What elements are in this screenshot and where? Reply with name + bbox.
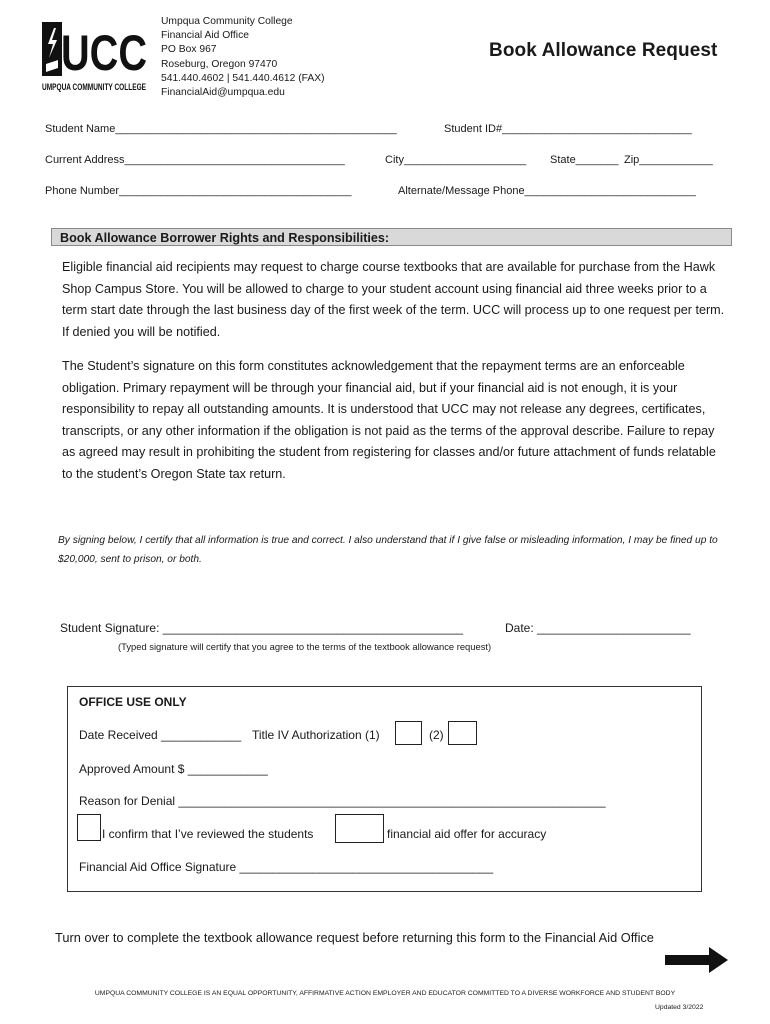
contact-block [161, 15, 325, 100]
phone-number-field[interactable]: Phone Number______________________________________ [45, 185, 352, 197]
reason-for-denial-field[interactable]: Reason for Denial ________________________________________________________________ [79, 794, 606, 808]
contact-office: Financial Aid Office [161, 30, 249, 42]
section-header: Book Allowance Borrower Rights and Responsibilities: [51, 228, 732, 246]
approved-amount-field[interactable]: Approved Amount $ ____________ [79, 762, 268, 776]
title-iv-2-label: (2) [429, 728, 444, 742]
confirm-review-checkbox[interactable] [77, 814, 101, 841]
turn-over-note: Turn over to complete the textbook allowance request before returning this form to the Financial Aid Office [55, 930, 654, 945]
eeo-statement: UMPQUA COMMUNITY COLLEGE IS AN EQUAL OPPORTUNITY, AFFIRMATIVE ACTION EMPLOYER AND EDUCATOR COMMITTED TO A DIVERSE WORKFORCE AND STUDENT BODY [94, 990, 676, 997]
contact-college: Umpqua Community College [161, 16, 293, 27]
logo-text: UCC [61, 25, 147, 81]
ucc-lightning-logo-icon [42, 18, 148, 94]
student-signature-field[interactable]: Student Signature: _____________________________________________ [60, 621, 464, 635]
student-id-field[interactable]: Student ID#_______________________________ [444, 123, 692, 135]
office-use-box [67, 686, 702, 892]
date-received-field[interactable]: Date Received ____________ [79, 728, 242, 742]
contact-email[interactable]: FinancialAid@umpqua.edu [161, 87, 285, 99]
contact-phone: 541.440.4602 | 541.440.4612 (FAX) [161, 72, 325, 84]
alternate-phone-field[interactable]: Alternate/Message Phone____________________________ [398, 185, 696, 197]
paragraph-eligibility: Eligible financial aid recipients may request to charge course textbooks that are available for purchase from the Hawk Shop Campus Store. You will be allowed to charge to your student account using financial aid three weeks prior to a term start date through the last business day of the first week of the term. UCC will process up to one request per term. If denied you will be notified. [62, 260, 725, 339]
office-use-title: OFFICE USE ONLY [79, 695, 187, 709]
confirm-review-label: I confirm that I’ve reviewed the students [102, 827, 314, 841]
current-address-field[interactable]: Current Address____________________________________ [45, 154, 345, 166]
logo-subtext: UMPQUA COMMUNITY COLLEGE [42, 82, 146, 92]
signature-date-field[interactable]: Date: _______________________ [505, 621, 691, 635]
certification-statement: By signing below, I certify that all information is true and correct. I also understand that if I give false or misleading information, I may be fined up to $20,000, sent to prison, or both. [58, 535, 718, 565]
document-title: Book Allowance Request [489, 40, 718, 61]
title-iv-label: Title IV Authorization (1) [252, 728, 380, 742]
student-name-field[interactable]: Student Name______________________________________________ [45, 123, 397, 135]
right-arrow-icon [665, 947, 729, 978]
contact-pobox: PO Box 967 [161, 44, 217, 56]
confirm-review-checkbox-2[interactable] [335, 814, 384, 843]
title-iv-1-checkbox[interactable] [395, 721, 422, 745]
state-field[interactable]: State_______ [550, 154, 619, 166]
confirm-review-label-2: financial aid offer for accuracy [387, 827, 547, 841]
city-field[interactable]: City____________________ [385, 154, 527, 166]
paragraph-repayment: The Student’s signature on this form constitutes acknowledgement that the repayment terms are an enforceable obligation. Primary repayment will be through your financial aid, but if your financial aid is not enough, it is your responsibility to repay all outstanding amounts. It is understood that UCC may not release any degrees, certificates, transcripts, or any other information if the obligation is not paid as the terms of the approval describe. Failure to repay as agreed may result in prohibiting the student from registering for classes and/or future attachment of funds relatable to the student’s Oregon State tax return. [62, 359, 716, 481]
fa-office-signature-field[interactable]: Financial Aid Office Signature ______________________________________ [79, 860, 494, 874]
contact-city: Roseburg, Oregon 97470 [161, 58, 278, 70]
updated-date: Updated 3/2022 [655, 1004, 704, 1011]
ucc-logo [42, 18, 148, 94]
signature-note: (Typed signature will certify that you agree to the terms of the textbook allowance request) [118, 641, 492, 652]
title-iv-2-checkbox[interactable] [448, 721, 477, 745]
zip-field[interactable]: Zip____________ [624, 154, 713, 166]
